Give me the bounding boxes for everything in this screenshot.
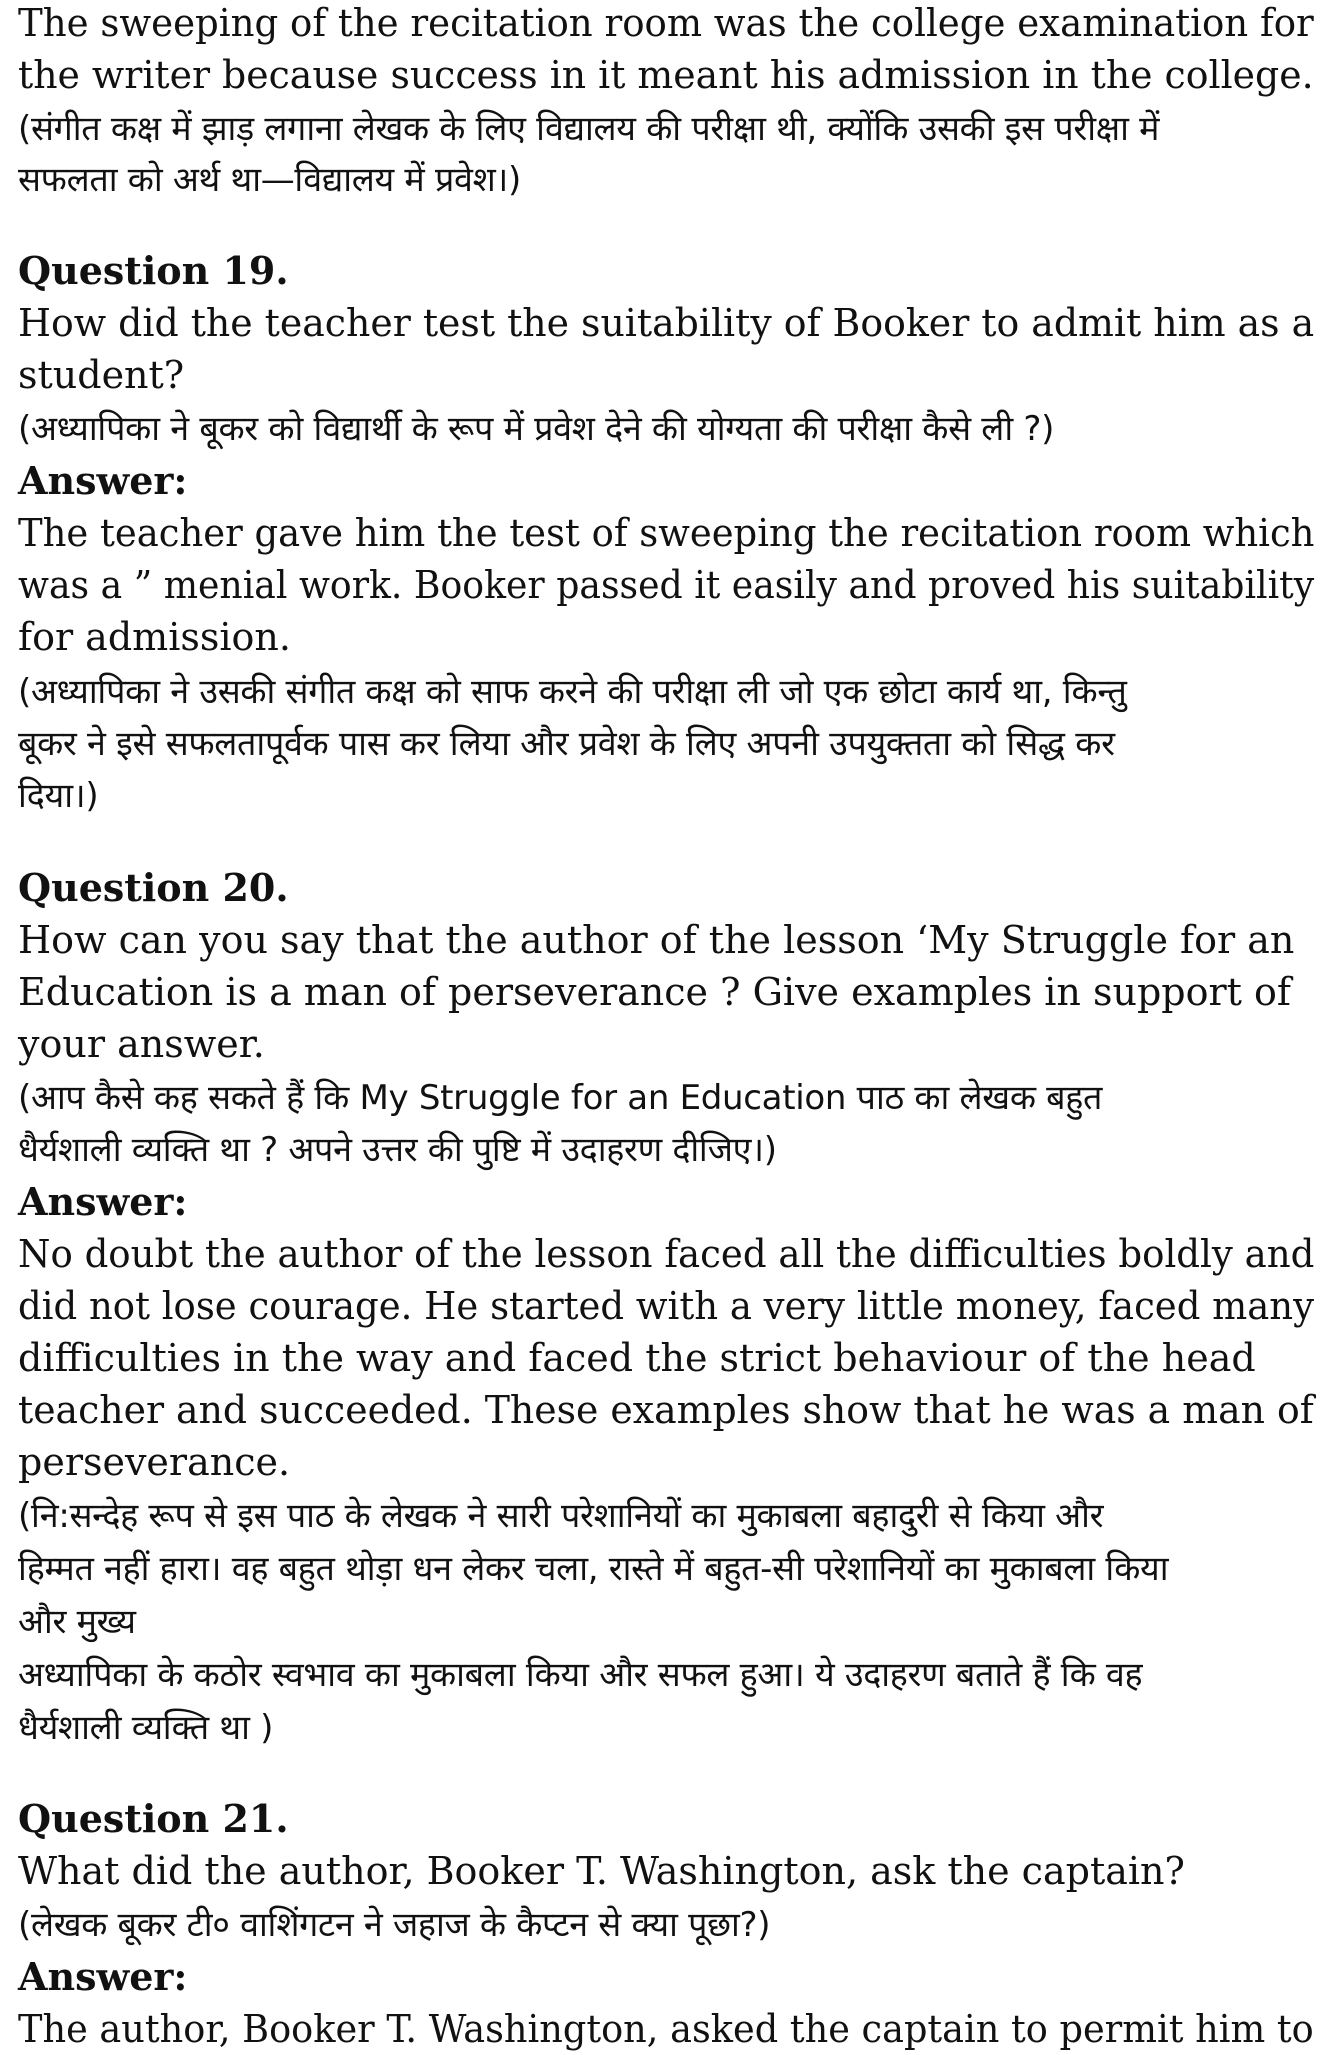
question-heading: Question 21.	[18, 1796, 289, 1841]
answer-en-line: No doubt the author of the lesson faced all the difficulties boldly and	[18, 1232, 1315, 1276]
question-en-line: What did the author, Booker T. Washington, ask the captain?	[18, 1849, 1185, 1893]
answer-label: Answer:	[18, 1954, 188, 1999]
answer-en-line: The author, Booker T. Washington, asked the captain to permit him to	[18, 2007, 1314, 2051]
answer-en-line: perseverance.	[18, 1440, 291, 1484]
question-hi-line: (आप कैसे कह सकते हैं कि My Struggle for an Education पाठ का लेखक बहुत	[18, 1078, 1103, 1118]
intro-hi-line: (संगीत कक्ष में झाड़ लगाना लेखक के लिए विद्यालय की परीक्षा थी, क्योंकि उसकी इस परीक्षा में	[18, 109, 1160, 149]
question-hi-line: (अध्यापिका ने बूकर को विद्यार्थी के रूप में प्रवेश देने की योग्यता की परीक्षा कैसे ली ?)	[18, 409, 1055, 449]
answer-en-line: teacher and succeeded. These examples show that he was a man of	[18, 1388, 1314, 1432]
intro-en-line: The sweeping of the recitation room was the college examination for	[18, 1, 1314, 45]
answer-hi-line: हिम्मत नहीं हारा। वह बहुत थोड़ा धन लेकर चला, रास्ते में बहुत-सी परेशानियों का मुकाबला किया	[18, 1549, 1169, 1589]
answer-label: Answer:	[18, 1179, 188, 1224]
question-en-line: student?	[18, 353, 185, 397]
intro-en-line: the writer because success in it meant his admission in the college.	[18, 53, 1314, 97]
answer-hi-line: (अध्यापिका ने उसकी संगीत कक्ष को साफ करने की परीक्षा ली जो एक छोटा कार्य था, किन्तु	[18, 672, 1127, 712]
question-hi-line: धैर्यशाली व्यक्ति था ? अपने उत्तर की पुष्टि में उदाहरण दीजिए।)	[18, 1130, 777, 1170]
answer-hi-line: (नि:सन्देह रूप से इस पाठ के लेखक ने सारी परेशानियों का मुकाबला बहादुरी से किया और	[18, 1496, 1104, 1536]
answer-en-line: The teacher gave him the test of sweeping the recitation room which	[18, 511, 1315, 555]
question-heading: Question 19.	[18, 248, 289, 293]
answer-en-line: difficulties in the way and faced the strict behaviour of the head	[18, 1336, 1256, 1380]
answer-hi-line: और मुख्य	[18, 1602, 136, 1642]
answer-label: Answer:	[18, 458, 188, 503]
answer-en-line: for admission.	[18, 615, 291, 659]
question-en-line: your answer.	[18, 1022, 265, 1066]
answer-hi-line: अध्यापिका के कठोर स्वभाव का मुकाबला किया और सफल हुआ। ये उदाहरण बताते हैं कि वह	[18, 1655, 1143, 1695]
intro-hi-line: सफलता को अर्थ था—विद्यालय में प्रवेश।)	[18, 160, 521, 200]
question-en-line: How did the teacher test the suitability of Booker to admit him as a	[18, 301, 1315, 345]
answer-en-line: did not lose courage. He started with a very little money, faced many	[18, 1284, 1315, 1328]
question-hi-line: (लेखक बूकर टी० वाशिंगटन ने जहाज के कैप्टन से क्या पूछा?)	[18, 1905, 771, 1945]
question-en-line: How can you say that the author of the lesson ‘My Struggle for an	[18, 918, 1295, 962]
question-en-line: Education is a man of perseverance ? Give examples in support of	[18, 970, 1291, 1014]
question-heading: Question 20.	[18, 865, 289, 910]
answer-hi-line: दिया।)	[18, 776, 99, 816]
answer-hi-line: बूकर ने इसे सफलतापूर्वक पास कर लिया और प्रवेश के लिए अपनी उपयुक्तता को सिद्ध कर	[18, 724, 1115, 764]
answer-en-line: was a ” menial work. Booker passed it easily and proved his suitability	[18, 563, 1315, 607]
answer-hi-line: धैर्यशाली व्यक्ति था )	[18, 1708, 274, 1748]
